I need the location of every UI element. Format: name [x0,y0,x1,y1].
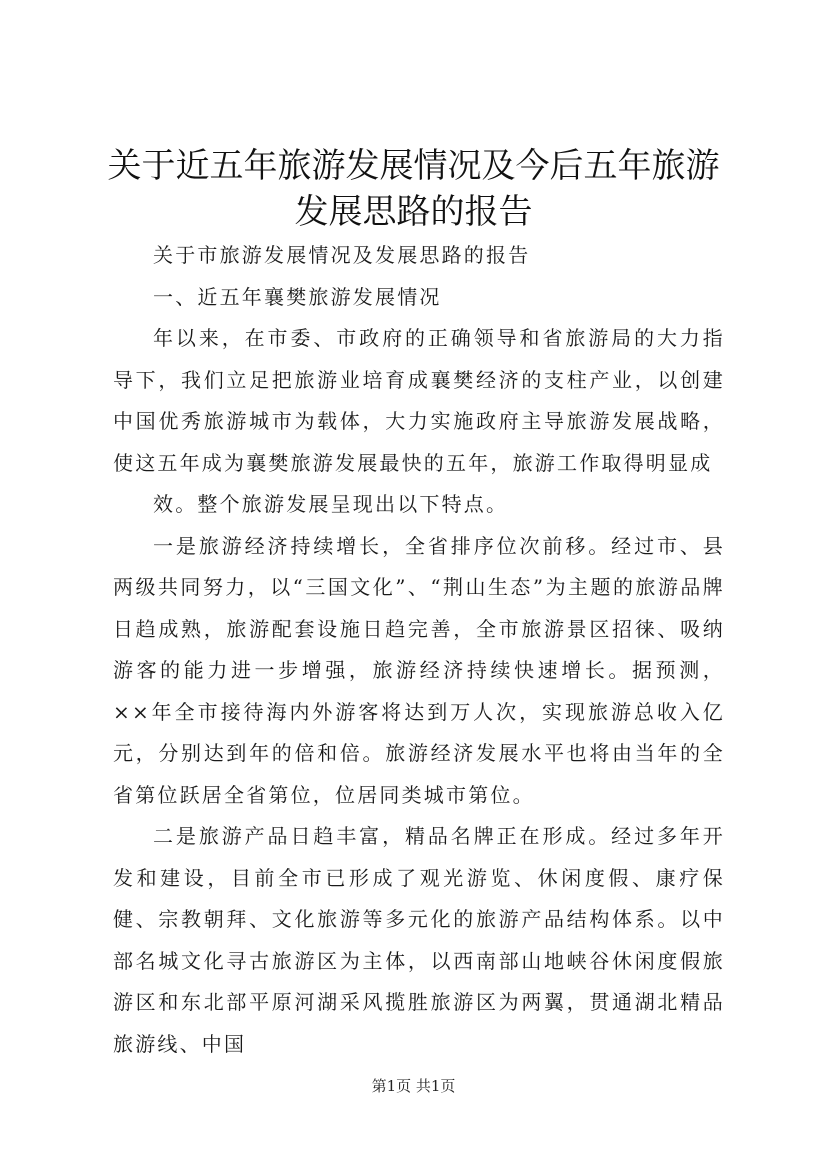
paragraph: 效。整个旅游发展呈现出以下特点。 [153,492,509,516]
section-heading: 一、近五年襄樊旅游发展情况 [153,284,442,309]
paragraph: 二是旅游产品日趋丰富，精品名牌正在形成。经过多年开发和建设，目前全市已形成了观光游览、休闲度假、康疗保健、宗教朝拜、文化旅游等多元化的旅游产品结构体系。以中部名城文化寻古旅游区为主体，以西南部山地峡谷休闲度假旅游区和东北部平原河湖采风揽胜旅游区为两翼，贯通湖北精品旅游线、中国 [113,824,725,1056]
paragraph-subtitle: 关于市旅游发展情况及发展思路的报告 [153,243,531,267]
paragraph: 一是旅游经济持续增长，全省排序位次前移。经过市、县两级共同努力，以“三国文化”、“荆山生态”为主题的旅游品牌日趋成熟，旅游配套设施日趋完善，全市旅游景区招徕、吸纳游客的能力进一步增强，旅游经济持续快速增长。据预测，××年全市接待海内外游客将达到万人次，实现旅游总收入亿元，分别达到年的倍和倍。旅游经济发展水平也将由当年的全省第位跃居全省第位，位居同类城市第位。 [113,533,725,807]
document-title: 关于近五年旅游发展情况及今后五年旅游发展思路的报告 [107,146,720,232]
paragraph: 年以来，在市委、市政府的正确领导和省旅游局的大力指导下，我们立足把旅游业培育成襄樊经济的支柱产业，以创建中国优秀旅游城市为载体，大力实施政府主导旅游发展战略，使这五年成为襄樊旅游发展最快的五年，旅游工作取得明显成 [113,326,725,475]
page-number-footer: 第1页 共1页 [371,1077,456,1095]
document-body [113,235,725,1065]
